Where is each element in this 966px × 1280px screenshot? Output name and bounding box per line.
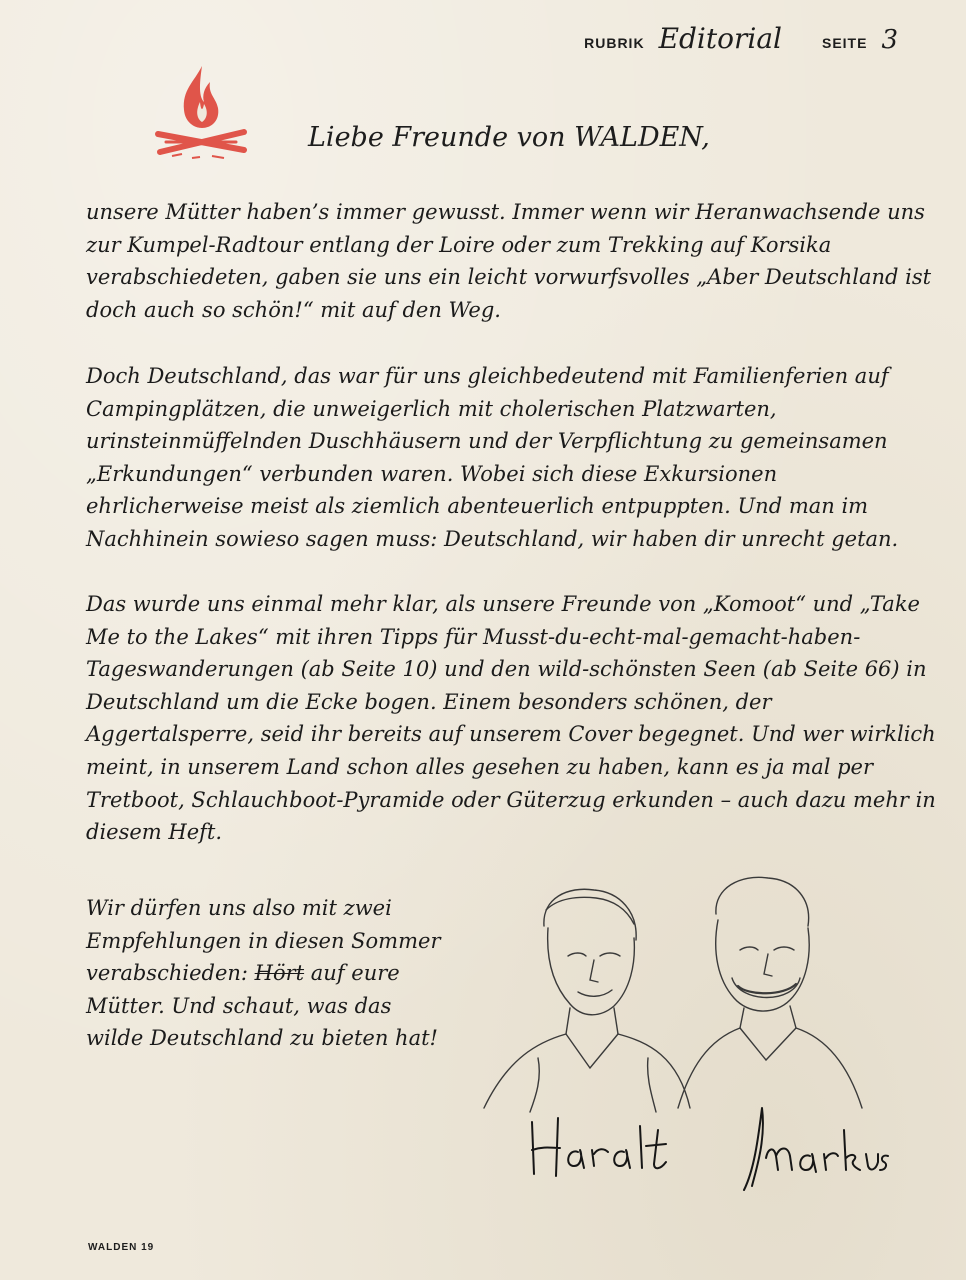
editor-signatures — [520, 1100, 890, 1210]
closing-intro: Wir dürfen uns also mit zwei Empfehlungen in diesen Sommer verabschieden: — [86, 896, 441, 986]
paragraph-2: Doch Deutschland, das war für uns gleichbedeutend mit Familienferien auf Campingplätzen, die unweigerlich mit cholerischen Platzwarten, urinsteinmüffelnden Duschhäusern und der Verpflichtung zu gemeinsamen „Erkundungen“ verbunden waren. Wobei sich diese Exkursionen ehrlicherweise meist als ziemlich abenteuerlich entpuppten. Und man im Nachhinein sowieso sagen muss: Deutschland, wir haben dir unrecht getan. — [86, 364, 899, 551]
closing-paragraph — [86, 892, 446, 1055]
paragraph-3: Das wurde uns einmal mehr klar, als unsere Freunde von „Komoot“ und „Take Me to the Lakes“ mit ihren Tipps für Musst-du-echt-mal-gemacht-haben-Tageswanderungen (ab Seite 10) und den wild-schönsten Seen (ab Seite 66) in Deutschland um die Ecke bogen. Einem besonders schönen, der Aggertalsperre, seid ihr bereits auf unserem Cover begegnet. Und wer wirklich meint, in unserem Land schon alles gesehen zu haben, kann es ja mal per Tretboot, Schlauchboot-Pyramide oder Güterzug erkunden – auch dazu mehr in diesem Heft. — [86, 592, 936, 845]
salutation: Liebe Freunde von WALDEN, — [308, 122, 710, 153]
rubric-label: RUBRIK — [584, 35, 645, 51]
rubric-value: Editorial — [658, 22, 782, 55]
footer-page-label: WALDEN 19 — [88, 1242, 155, 1253]
page-header — [584, 22, 898, 55]
paragraph-1: unsere Mütter haben’s immer gewusst. Immer wenn wir Heranwachsende uns zur Kumpel-Radtour entlang der Loire oder zum Trekking auf Korsika verabschiedeten, gaben sie uns ein leicht vorwurfsvolles „Aber Deutschland ist doch auch so schön!“ mit auf den Weg. — [86, 200, 932, 322]
closing-struck-word: Hört — [254, 961, 305, 986]
campfire-icon — [152, 62, 250, 162]
closing-rest: auf eure Mütter. Und schaut, was das wilde Deutschland zu bieten hat! — [86, 961, 438, 1051]
editors-portrait-sketch — [478, 868, 868, 1118]
page-number: 3 — [881, 25, 898, 55]
page-label: SEITE — [821, 35, 868, 51]
